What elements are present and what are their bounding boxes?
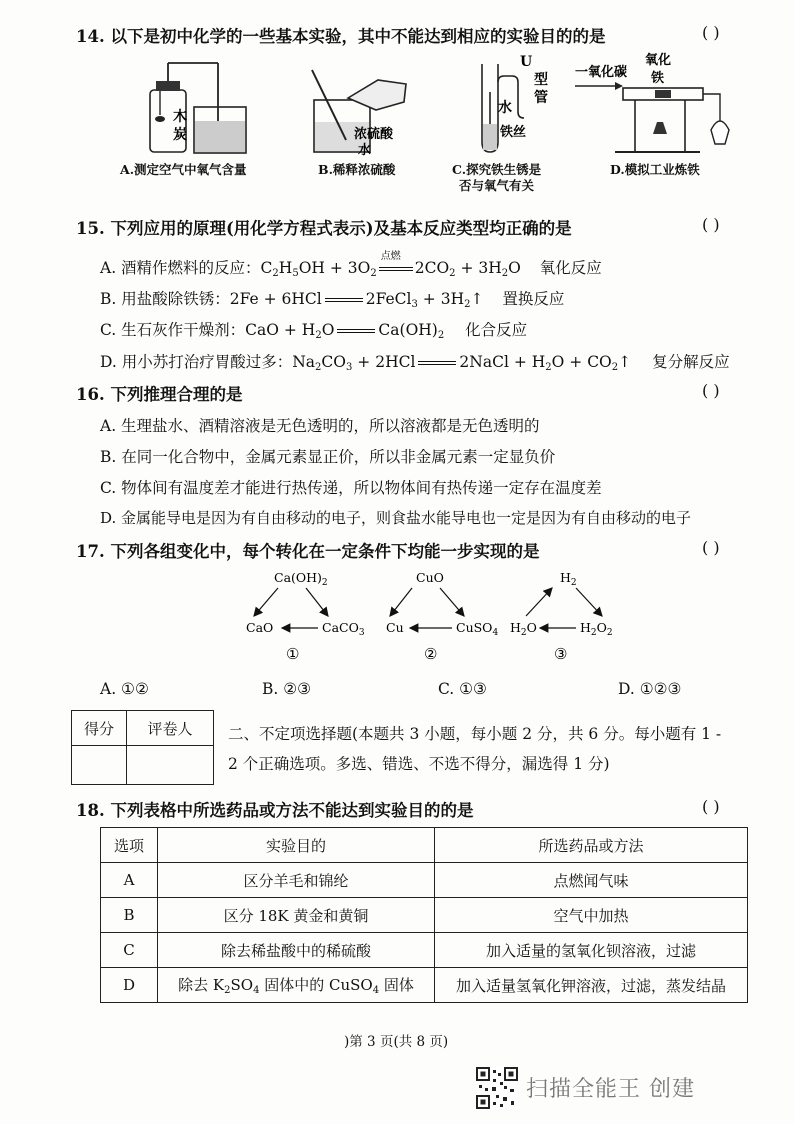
grader-label: 评卷人 (127, 711, 214, 746)
row-a-goal: 区分羊毛和锦纶 (158, 863, 435, 898)
fig-c-label-u: U (520, 54, 533, 70)
row-b-method: 空气中加热 (435, 898, 748, 933)
g3-right: $H_2O_2$ (580, 620, 613, 638)
figure-b-dilution-apparatus (300, 60, 425, 160)
reaction-equals (418, 361, 456, 365)
g1-top: $Ca(OH)_2$ (274, 570, 328, 588)
g2-arrow-top-right (440, 588, 464, 616)
page-number: )第 3 页(共 8 页) (344, 1034, 449, 1050)
score-cell[interactable] (72, 746, 127, 785)
figure-d-ironmaking-apparatus (575, 52, 745, 160)
g1-left: CaO (246, 620, 274, 635)
row-d-goal: 除去 $K_2SO_4$ 固体中的 CuSO$_4$ 固体 (158, 968, 435, 1003)
q17-option-c: C. ①③ (438, 680, 487, 698)
fig-b-caption: B.稀释浓硫酸 (318, 162, 396, 177)
q16-answer-paren: ( ) (702, 381, 720, 400)
q16-option-d: D. 金属能导电是因为有自由移动的电子，则食盐水能导电也一定是因为有自由移动的电子 (100, 509, 692, 527)
row-c-option: C (101, 933, 158, 968)
q18-answer-paren: ( ) (702, 797, 720, 816)
fig-c-label-water: 水 (498, 100, 512, 116)
score-box (71, 710, 214, 785)
g2-left: Cu (386, 620, 404, 635)
fig-c-label-xing: 型 (534, 72, 548, 88)
score-label: 得分 (72, 711, 127, 746)
reaction-equals (325, 298, 363, 302)
g1-arrow-top-left (254, 588, 278, 616)
fig-a-label-1: 木 (173, 109, 187, 125)
g2-arrow-top-left (390, 588, 412, 616)
section2-heading-line2: 2 个正确选项。多选、错选、不选不得分，漏选得 1 分) (228, 755, 610, 773)
table-header-row (101, 828, 748, 863)
q18-table (100, 827, 748, 1003)
fig-c-caption-line2: 否与氧气有关 (459, 178, 535, 193)
qr-code-icon (476, 1067, 518, 1109)
row-d-option: D (101, 968, 158, 1003)
g3-arrow-top-right (576, 588, 602, 616)
row-a-option: A (101, 863, 158, 898)
reaction-equals (337, 329, 375, 333)
fig-a-caption: A.测定空气中氧气含量 (120, 162, 247, 177)
fig-d-label-ox: 氧化 (645, 53, 672, 68)
q15-option-c: C. 生石灰作干燥剂：CaO + $H_2O$ $Ca(OH)_2$ 化合反应 (100, 321, 528, 341)
section2-heading-line1: 二、不定项选择题(本题共 3 小题，每小题 2 分，共 6 分。每小题有 1 - (228, 725, 722, 743)
q16-option-c: C. 物体间有温度差才能进行热传递，所以物体间有热传递一定存在温度差 (100, 479, 602, 497)
g2-top: CuO (416, 570, 444, 585)
figure-c-rust-apparatus (470, 52, 560, 160)
scanner-brand-watermark: 扫描全能王 创建 (526, 1077, 695, 1102)
q15-option-d: D. 用小苏打治疗胃酸过多：$Na_2CO_3 + 2HCl$ 2NaCl + $H_2O$ + $CO_2↑$ 复分解反应 (100, 353, 730, 373)
q15-b-type: 置换反应 (502, 290, 565, 308)
q15-option-a: A. 酒精作燃料的反应：$C_2H_5OH + 3O_2$ 点燃 $2CO_2 + 3H_2O$ 氧化反应 (100, 251, 602, 279)
table-row (101, 898, 748, 933)
q17-stem: 17. 下列各组变化中，每个转化在一定条件下均能一步实现的是 (76, 542, 540, 561)
q17-option-d: D. ①②③ (618, 680, 682, 698)
q15-option-b: B. 用盐酸除铁锈：2Fe + 6HCl 2FeCl$_3$ + $3H_2↑$ 置换反应 (100, 290, 565, 310)
row-b-option: B (101, 898, 158, 933)
fig-c-label-guan: 管 (534, 90, 548, 106)
fig-b-label-1: 浓硫酸 (354, 127, 394, 142)
q15-c-type: 化合反应 (465, 321, 528, 339)
g1-num: ① (286, 645, 300, 663)
header-option: 选项 (101, 828, 158, 863)
q18-stem: 18. 下列表格中所选药品或方法不能达到实验目的的是 (76, 801, 474, 820)
fig-c-caption-line1: C.探究铁生锈是 (452, 162, 542, 177)
row-a-method: 点燃闻气味 (435, 863, 748, 898)
row-c-method: 加入适量的氢氧化钡溶液，过滤 (435, 933, 748, 968)
g3-num: ③ (554, 645, 568, 663)
g3-top: $H_2$ (560, 570, 577, 588)
header-goal: 实验目的 (158, 828, 435, 863)
header-method: 所选药品或方法 (435, 828, 748, 863)
g1-arrow-top-right (306, 588, 328, 616)
fig-d-label-co: 一氧化碳 (575, 65, 628, 80)
q16-option-b: B. 在同一化合物中，金属元素显正价，所以非金属元素一定显负价 (100, 448, 556, 466)
fig-b-label-2: 水 (358, 143, 372, 158)
grader-cell[interactable] (127, 746, 214, 785)
q15-a-type: 氧化反应 (539, 259, 602, 277)
g3-left: $H_2O$ (510, 620, 537, 638)
fig-c-label-wire: 铁丝 (500, 125, 527, 140)
g1-right: CaCO$_3$ (322, 620, 365, 638)
q15-stem: 15. 下列应用的原理(用化学方程式表示)及基本反应类型均正确的是 (76, 219, 572, 238)
reaction-arrow-ignite: 点燃 (377, 259, 415, 277)
q16-stem: 16. 下列推理合理的是 (76, 385, 243, 404)
g3-arrow-left-top (526, 588, 552, 616)
table-row (101, 933, 748, 968)
fig-d-caption: D.模拟工业炼铁 (610, 162, 700, 177)
row-b-goal: 区分 18K 黄金和黄铜 (158, 898, 435, 933)
g2-right: CuSO$_4$ (456, 620, 499, 638)
fig-d-label-iron: 铁 (651, 71, 665, 86)
g2-num: ② (424, 645, 438, 663)
q16-option-a: A. 生理盐水、酒精溶液是无色透明的，所以溶液都是无色透明的 (100, 417, 540, 435)
fig-a-label-2: 炭 (173, 127, 187, 143)
q17-option-a: A. ①② (100, 680, 149, 698)
figure-a-oxygen-apparatus (128, 55, 258, 160)
q17-conversion-diagrams (230, 566, 630, 666)
fig-c-caption (452, 162, 541, 194)
table-row (101, 968, 748, 1003)
q14-answer-paren: ( ) (702, 23, 720, 42)
q15-answer-paren: ( ) (702, 215, 720, 234)
row-d-method: 加入适量氢氧化钾溶液，过滤，蒸发结晶 (435, 968, 748, 1003)
row-c-goal: 除去稀盐酸中的稀硫酸 (158, 933, 435, 968)
q14-stem: 14. 以下是初中化学的一些基本实验，其中不能达到相应的实验目的的是 (76, 27, 606, 46)
table-row (101, 863, 748, 898)
q17-option-b: B. ②③ (262, 680, 312, 698)
q15-d-type: 复分解反应 (652, 353, 730, 371)
q17-answer-paren: ( ) (702, 538, 720, 557)
